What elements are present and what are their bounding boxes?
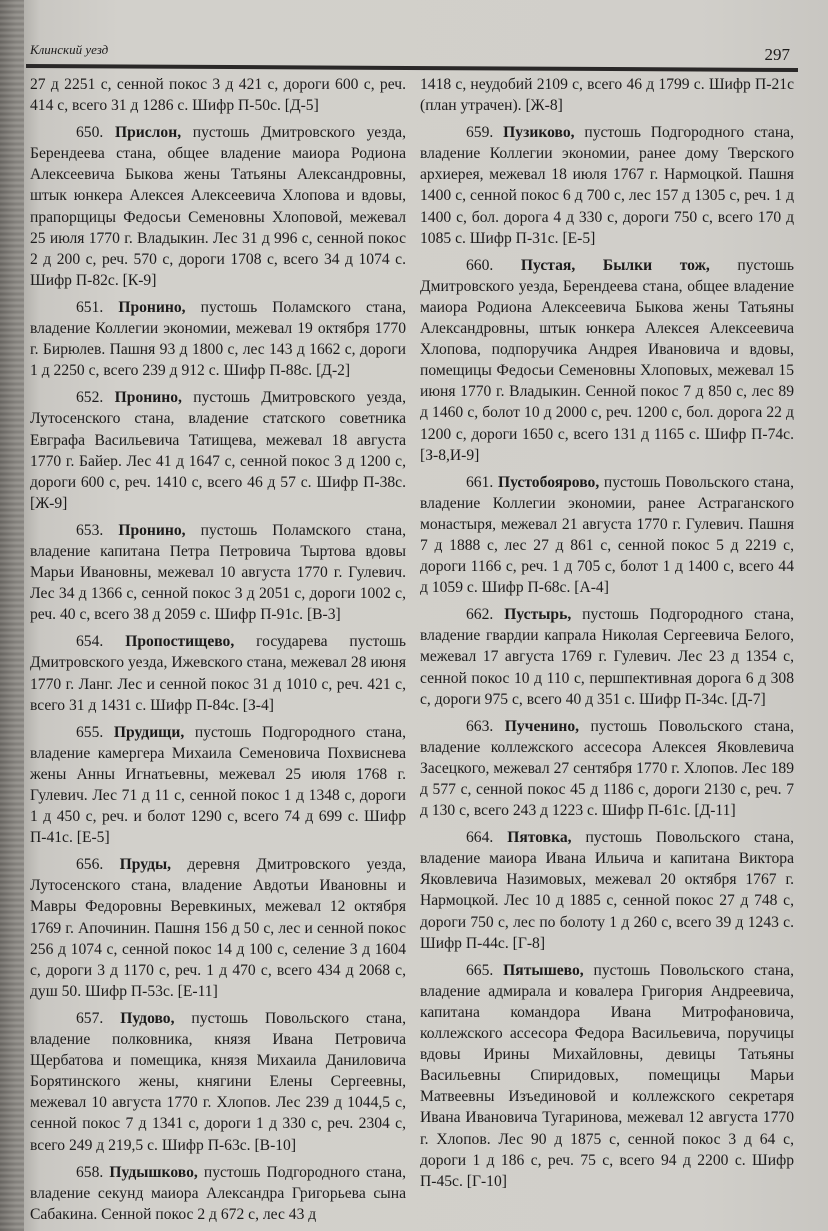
catalog-entry bbox=[30, 520, 406, 625]
entry-number: 651. bbox=[76, 298, 104, 316]
catalog-entry bbox=[30, 854, 406, 1002]
catalog-entry bbox=[30, 297, 406, 381]
entry-number: 650. bbox=[76, 124, 104, 142]
page-number: 297 bbox=[764, 45, 790, 64]
entry-name: Прудищи, bbox=[113, 723, 185, 741]
entry-name: Пузиково, bbox=[503, 124, 575, 142]
entry-number: 653. bbox=[76, 521, 104, 539]
entry-name: Пудышково, bbox=[109, 1163, 198, 1181]
entry-text: пустошь Дмитровского уезда, Берендеева стана, общее владение маиора Родиона Алексеевича Быкова жены Татьяны Александровны, штык юнкера Алексея Алексеевича Хлопова и вдовы, прапорщицы Федосьи Семеновны Хлоповой, межевал 25 июля 1770 г. Владыкин. Лес 31 д 996 с, сенной покос 2 д 200 с, реч. 570 с, дороги 1708 с, всего 34 д 1074 с. Шифр П-82с. [К-9] bbox=[30, 124, 406, 289]
entry-number: 660. bbox=[466, 256, 494, 274]
catalog-entry bbox=[30, 122, 406, 291]
entry-text: пустошь Повольского стана, владение полковника, князя Ивана Петровича Щербатова и помещика, князя Михаила Даниловича Борятинского жены, княгини Елены Сергеевны, межевал 10 августа 1770 г. Хлопов. Лес 239 д 1044,5 с, сенной покос 7 д 1341 с, дороги 1 д 330 с, реч. 2304 с, всего 249 д 219,5 с. Шифр П-63с. [В-10] bbox=[30, 1009, 406, 1154]
entry-number: 661. bbox=[466, 473, 494, 491]
entry-text: пустошь Повольского стана, владение адмирала и ковалера Григория Андреевича, капитана командора Ивана Митрофановича, коллежского ассесора Федора Васильевича, поручицы вдовы Ирины Михайловны, девицы Татьяны Васильевны Спиридовых, помещицы Марьи Матвеевны Изъединовой и коллежского секретаря Ивана Ивановича Тугаринова, межевал 12 августа 1770 г. Хлопов. Лес 90 д 1875 с, сенной покос 3 д 64 с, дороги 1 д 186 с, реч. 75 с, всего 94 д 2200 с. Шифр П-45с. [Г-10] bbox=[420, 961, 794, 1190]
entry-text: 27 д 2251 с, сенной покос 3 д 421 с, дороги 600 с, реч. 414 с, всего 31 д 1286 с. Шифр П-50с. [Д-5] bbox=[30, 76, 406, 115]
entry-number: 655. bbox=[76, 723, 104, 741]
entry-text: пустошь Повольского стана, владение Коллегии экономии, ранее Астраганского монастыря, межевал 21 августа 1770 г. Гулевич. Пашня 7 д 1888 с, лес 27 д 861 с, сенной покос 5 д 2219 с, дороги 1166 с, реч. 1 д 705 с, болот 1 д 1400 с, всего 44 д 1059 с. Шифр П-68с. [А-4] bbox=[420, 473, 794, 597]
catalog-entry bbox=[30, 631, 406, 715]
catalog-entry bbox=[30, 387, 406, 514]
entry-text: пустошь Поламского стана, владение Коллегии экономии, межевал 19 октября 1770 г. Бирюлев. Пашня 93 д 1800 с, лес 143 д 1662 с, дороги 1 д 2250 с, всего 239 д 912 с. Шифр П-88с. [Д-2] bbox=[30, 298, 406, 380]
running-title: Клинский уезд bbox=[30, 42, 109, 57]
entry-text: деревня Дмитровского уезда, Лутосенского стана, владение Авдотьи Ивановны и Мавры Федоровны Веревкиных, межевал 12 октября 1769 г. Апочинин. Пашня 156 д 50 с, лес и сенной покос 256 д 1074 с, сенной покос 14 д 100 с, селение 3 д 1604 с, дороги 3 д 1170 с, реч. 1 д 470 с, всего 434 д 2068 с, душ 50. Шифр П-53с. [Е-11] bbox=[30, 856, 406, 1000]
catalog-entry bbox=[420, 122, 794, 249]
catalog-entry bbox=[420, 960, 794, 1192]
entry-text: пустошь Поламского стана, владение капитана Петра Петровича Тыртова вдовы Марьи Ивановны, межевал 10 августа 1770 г. Гулевич. Лес 34 д 1366 с, сенной покос 3 д 2051 с, дороги 1002 с, реч. 40 с, всего 38 д 2059 с. Шифр П-91с. [В-3] bbox=[30, 521, 406, 624]
entry-number: 664. bbox=[466, 829, 494, 847]
header-rule bbox=[26, 64, 798, 72]
catalog-entry bbox=[420, 827, 794, 954]
entry-name: Прислон, bbox=[114, 124, 182, 142]
entry-number: 656. bbox=[76, 856, 104, 874]
catalog-entry bbox=[420, 255, 794, 466]
entry-number: 663. bbox=[466, 717, 494, 735]
catalog-entry bbox=[420, 472, 794, 599]
entry-name: Пудово, bbox=[120, 1009, 175, 1027]
entry-text: пустошь Подгородного стана, владение гвардии капрала Николая Сергеевича Белого, межевал 17 августа 1769 г. Гулевич. Лес 23 д 1354 с, сенной покос 10 д 110 с, першпективная дорога 6 д 308 с, дороги 975 с, всего 40 д 351 с. Шифр П-34с. [Д-7] bbox=[420, 606, 794, 708]
entry-text: пустошь Подгородного стана, владение камергера Михаила Семеновича Похвиснева жены Анны Игнатьевны, межевал 25 июля 1768 г. Гулевич. Лес 71 д 11 с, сенной покос 1 д 1348 с, дороги 1 д 450 с, реч. и болот 1290 с, всего 74 д 699 с. Шифр П-41с. [Е-5] bbox=[30, 723, 406, 847]
entry-number: 662. bbox=[466, 606, 494, 624]
entry-number: 654. bbox=[76, 633, 104, 651]
catalog-entry bbox=[30, 1162, 406, 1225]
entry-name: Пятовка, bbox=[507, 829, 572, 847]
catalog-entry bbox=[30, 722, 406, 849]
left-column bbox=[30, 74, 406, 1231]
entry-number: 657. bbox=[76, 1009, 104, 1027]
entry-name: Пустобоярово, bbox=[497, 473, 600, 491]
entry-text: пустошь Дмитровского уезда, Берендеева стана, общее владение маиора Родиона Алексеевича Быкова жены Татьяны Александровны, штык юнкера Алексея Алексеевича Хлопова, подпоручика Андрея Ивановича и вдовы, помещицы Федосьи Семеновны Хлоповых, межевал 15 июня 1770 г. Владыкин. Сенной покос 7 д 850 с, лес 89 д 1460 с, болот 10 д 2000 с, реч. 1200 с, бол. дорога 22 д 1200 с, дороги 1650 с, всего 131 д 1165 с. Шифр П-74с. [З-8,И-9] bbox=[420, 256, 794, 464]
catalog-entry bbox=[30, 74, 406, 116]
entry-name: Пронино, bbox=[118, 521, 186, 539]
entry-number: 658. bbox=[76, 1163, 104, 1181]
catalog-entry bbox=[30, 1008, 406, 1156]
catalog-entry bbox=[420, 604, 794, 709]
entry-name: Пронино, bbox=[114, 389, 182, 407]
entry-text: пустошь Повольского стана, владение маиора Ивана Ильича и капитана Виктора Яковлевича Назимовых, межевал 20 октября 1767 г. Нармоцкой. Лес 10 д 1885 с, сенной покос 27 д 748 с, дороги 750 с, лес по болоту 1 д 260 с, всего 39 д 1243 с. Шифр П-44с. [Г-8] bbox=[420, 829, 794, 952]
entry-name: Пропостищево, bbox=[125, 633, 235, 651]
entry-name: Пустая, Былки тож, bbox=[520, 256, 710, 274]
entry-number: 665. bbox=[466, 961, 494, 979]
entry-text: пустошь Дмитровского уезда, Лутосенского стана, владение статского советника Евграфа Васильевича Татищева, межевал 18 августа 1770 г. Байер. Лес 41 д 1647 с, сенной покос 3 д 1200 с, дороги 600 с, реч. 1410 с, всего 46 д 57 с. Шифр П-38с. [Ж-9] bbox=[30, 389, 406, 512]
entry-number: 652. bbox=[76, 389, 104, 407]
entry-name: Пятышево, bbox=[503, 961, 584, 979]
entry-text: государева пустошь Дмитровского уезда, Ижевского стана, межевал 28 июня 1770 г. Ланг. Лес и сенной покос 31 д 1010 с, реч. 421 с, всего 31 д 1431 с. Шифр П-84с. [З-4] bbox=[30, 633, 406, 714]
entry-text: пустошь Повольского стана, владение коллежского ассесора Алексея Яковлевича Засецкого, межевал 27 сентября 1770 г. Хлопов. Лес 189 д 577 с, сенной покос 45 д 1186 с, дороги 2130 с, реч. 7 д 130 с, всего 243 д 1223 с. Шифр П-61с. [Д-11] bbox=[420, 717, 794, 820]
entry-name: Пронино, bbox=[118, 298, 186, 316]
entry-text: пустошь Подгородного стана, владение секунд маиора Александра Григорьева сына Сабакина. Сенной покос 2 д 672 с, лес 43 д bbox=[30, 1163, 406, 1223]
entry-name: Пученино, bbox=[504, 717, 580, 735]
book-spine bbox=[0, 0, 24, 1231]
catalog-entry bbox=[420, 716, 794, 821]
entry-number: 659. bbox=[466, 124, 494, 142]
entry-name: Пруды, bbox=[119, 856, 172, 874]
entry-name: Пустырь, bbox=[504, 606, 572, 624]
entry-text: пустошь Подгородного стана, владение Коллегии экономии, ранее дому Тверского архиерея, межевал 18 июля 1767 г. Нармоцкой. Пашня 1400 с, сенной покос 6 д 700 с, лес 157 д 1305 с, реч. 1 д 1400 с, бол. дорога 4 д 330 с, дороги 750 с, всего 170 д 1085 с. Шифр П-31с. [Е-5] bbox=[420, 124, 794, 247]
entry-text: 1418 с, неудобий 2109 с, всего 46 д 1799 с. Шифр П-21с (план утрачен). [Ж-8] bbox=[420, 76, 794, 115]
right-column bbox=[420, 74, 794, 1198]
catalog-entry bbox=[420, 74, 794, 116]
